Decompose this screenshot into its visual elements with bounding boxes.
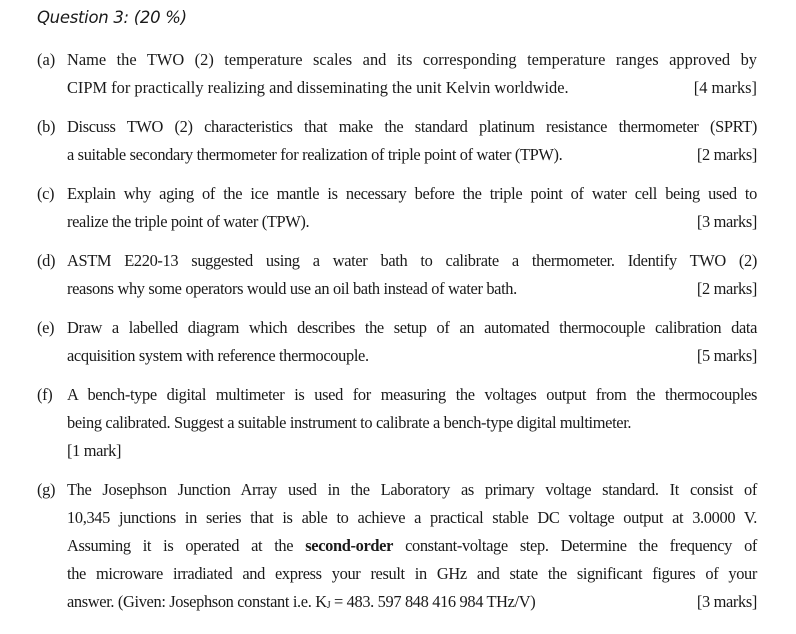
question-a	[37, 46, 757, 102]
question-e-label: (e)	[37, 318, 55, 337]
question-b	[37, 113, 757, 169]
question-b-marks: [2 marks]	[696, 145, 757, 164]
question-g-line-5-pre: answer. (Given: Josephson constant i.e. K	[67, 592, 327, 611]
question-c-marks: [3 marks]	[696, 212, 757, 231]
question-f-line-2: being calibrated. Suggest a suitable instrument to calibrate a bench-type digital multimeter.	[67, 413, 632, 432]
question-g	[37, 476, 757, 620]
question-g-line-4: the microware irradiated and express your result in GHz and state the significant figures of your	[67, 564, 757, 583]
question-c	[37, 180, 757, 236]
question-g-marks: [3 marks]	[696, 592, 757, 611]
subscript-j: J	[326, 600, 331, 611]
question-g-line-3-pre: Assuming it is operated at the	[67, 536, 294, 555]
question-heading: Question 3: (20 %)	[37, 8, 187, 27]
question-f-marks: [1 mark]	[67, 441, 122, 460]
question-b-line-1: Discuss TWO (2) characteristics that make the standard platinum resistance thermometer (SPRT)	[67, 117, 757, 136]
question-d-line-2: reasons why some operators would use an oil bath instead of water bath.	[67, 279, 517, 298]
emphasis-second-order: second-order	[305, 536, 394, 555]
question-g-line-1: The Josephson Junction Array used in the Laboratory as primary voltage standard. It consist of	[67, 480, 757, 499]
question-g-label: (g)	[37, 480, 56, 499]
question-d-marks: [2 marks]	[696, 279, 757, 298]
question-f-label: (f)	[37, 385, 53, 404]
question-g-line-5	[67, 588, 535, 620]
question-g-line-3-post: constant-voltage step. Determine the frequency of	[405, 536, 758, 555]
question-e	[37, 314, 757, 370]
question-a-marks: [4 marks]	[693, 78, 757, 97]
question-e-marks: [5 marks]	[696, 346, 757, 365]
question-d-line-1: ASTM E220-13 suggested using a water bath to calibrate a thermometer. Identify TWO (2)	[67, 251, 757, 270]
question-g-line-3	[67, 532, 757, 560]
question-b-label: (b)	[37, 117, 56, 136]
question-a-line-1: Name the TWO (2) temperature scales and its corresponding temperature ranges approved by	[67, 50, 757, 69]
question-a-line-2: CIPM for practically realizing and disseminating the unit Kelvin worldwide.	[67, 78, 569, 97]
question-e-line-1: Draw a labelled diagram which describes the setup of an automated thermocouple calibration data	[67, 318, 757, 337]
question-c-label: (c)	[37, 184, 55, 203]
question-c-line-2: realize the triple point of water (TPW).	[67, 212, 310, 231]
question-a-label: (a)	[37, 50, 56, 69]
question-f-line-1: A bench-type digital multimeter is used for measuring the voltages output from the thermocouples	[67, 385, 757, 404]
question-c-line-1: Explain why aging of the ice mantle is necessary before the triple point of water cell being used to	[67, 184, 757, 203]
question-d	[37, 247, 757, 303]
question-g-line-2: 10,345 junctions in series that is able to achieve a practical stable DC voltage output at 3.0000 V.	[67, 508, 757, 527]
question-g-line-5-post: = 483. 597 848 416 984 THz/V)	[330, 592, 536, 611]
question-b-line-2: a suitable secondary thermometer for realization of triple point of water (TPW).	[67, 145, 563, 164]
question-e-line-2: acquisition system with reference thermocouple.	[67, 346, 369, 365]
question-f	[37, 381, 757, 465]
question-d-label: (d)	[37, 251, 56, 270]
